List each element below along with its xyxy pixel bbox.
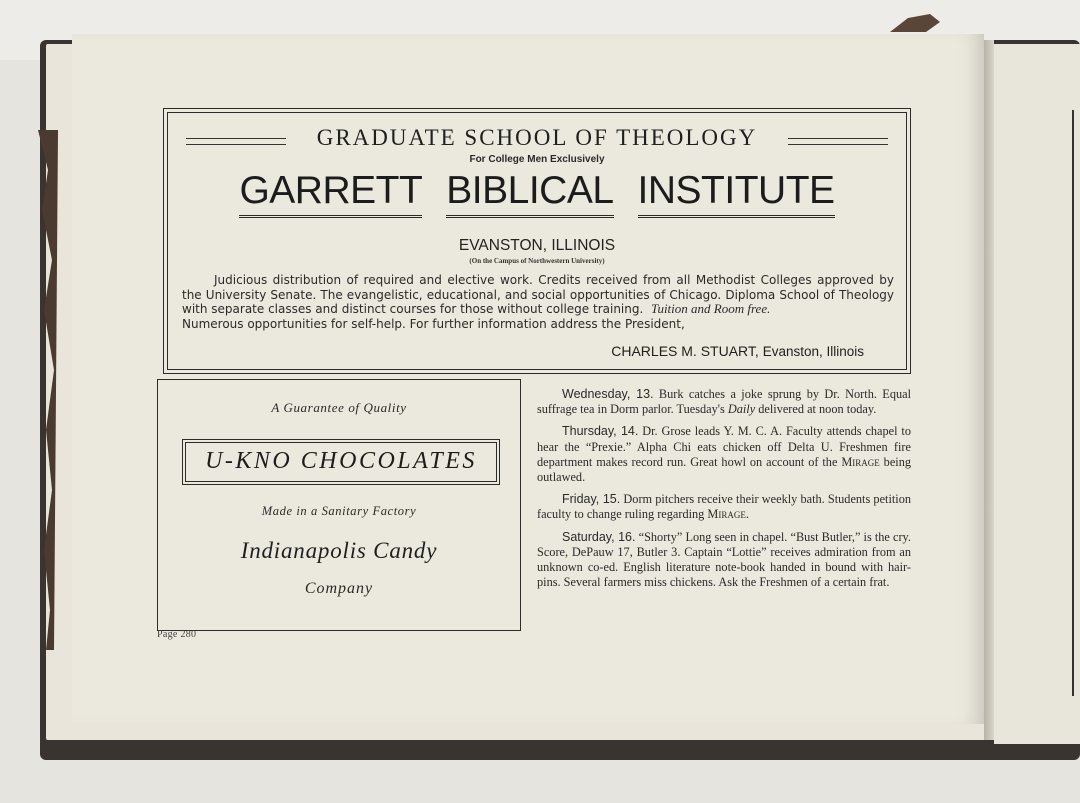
maker-name: Indianapolis Candy (240, 538, 438, 563)
calendar-entry (537, 387, 911, 417)
calendar-column (537, 387, 911, 597)
institute-word: INSTITUTE (638, 169, 835, 218)
institute-name (164, 169, 910, 218)
calendar-entry (537, 424, 911, 485)
made-in-line: Made in a Sanitary Factory (261, 504, 417, 518)
calendar-text: being outlawed. (537, 454, 911, 485)
book-gutter (984, 40, 994, 740)
garrett-advertisement (163, 108, 911, 374)
calendar-entry (537, 492, 911, 522)
ukno-advertisement (157, 379, 521, 631)
torn-corner (890, 14, 940, 32)
calendar-text: Dr. Grose leads Y. M. C. A. Faculty attends chapel to hear the “Prexie.” Alpha Chi eats chicken off Delta U. Freshmen fire department makes record run. Great howl on account of the (537, 424, 911, 469)
calendar-text: “Shorty” Long seen in chapel. “Bust Butler,” is the cry. Score, DePauw 17, Butler 3. Captain “Lottie” receives admiration from an unknown co-ed. English literature note-book handed in bound with hair-pins. Several farmers miss chickens. Ask the Freshmen of a certain frat. (537, 529, 911, 590)
president-signature (611, 343, 864, 359)
graduate-school-title: GRADUATE SCHOOL OF THEOLOGY (316, 125, 758, 150)
ad-body-text (182, 273, 894, 331)
right-page-edge (994, 44, 1080, 744)
calendar-entry (537, 530, 911, 591)
body-end: Numerous opportunities for self-help. For further information address the President, (182, 316, 685, 331)
right-page-border (1072, 110, 1074, 696)
body-main: Judicious distribution of required and elective work. Credits received from all Methodist Colleges approved by the University Senate. The evangelistic, educational, and social opportunities of Chicago. Diploma School of Theology with separate classes and distinct courses for those without college training. (182, 273, 894, 317)
institute-word: BIBLICAL (446, 169, 613, 218)
maker-company: Company (304, 580, 374, 597)
calendar-text: Daily (727, 402, 756, 417)
ukno-title-box (182, 439, 500, 485)
calendar-text: Mirage (707, 507, 746, 522)
ad-header (164, 125, 910, 155)
president-city: Evanston, Illinois (762, 344, 864, 359)
calendar-date: Friday, 15. (562, 492, 621, 507)
ukno-title: U-KNO CHOCOLATES (205, 448, 477, 474)
calendar-date: Thursday, 14. (562, 424, 639, 439)
body-italic: Tuition and Room free. (650, 301, 771, 317)
guarantee-line: A Guarantee of Quality (271, 400, 407, 415)
calendar-date: Wednesday, 13. (562, 387, 654, 401)
calendar-text: delivered at noon today. (755, 402, 877, 417)
president-name: CHARLES M. STUART, (611, 343, 759, 359)
calendar-text: Dorm pitchers receive their weekly bath. Students petition faculty to change ruling regarding (537, 492, 912, 522)
header-subtitle: For College Men Exclusively (469, 154, 605, 165)
page-number: Page 280 (157, 629, 197, 640)
institute-location: EVANSTON, ILLINOIS (458, 237, 616, 254)
calendar-text: Burk catches a joke sprung by Dr. North. Equal suffrage tea in Dorm parlor. Tuesday's (537, 387, 911, 417)
calendar-text: Mirage (841, 454, 880, 469)
calendar-date: Saturday, 16. (562, 529, 636, 544)
institute-word: GARRETT (239, 169, 422, 218)
calendar-text: . (745, 507, 749, 522)
header-rule-right (788, 138, 888, 145)
ragged-page-edge (18, 130, 58, 650)
campus-note: (On the Campus of Northwestern University) (469, 257, 605, 265)
